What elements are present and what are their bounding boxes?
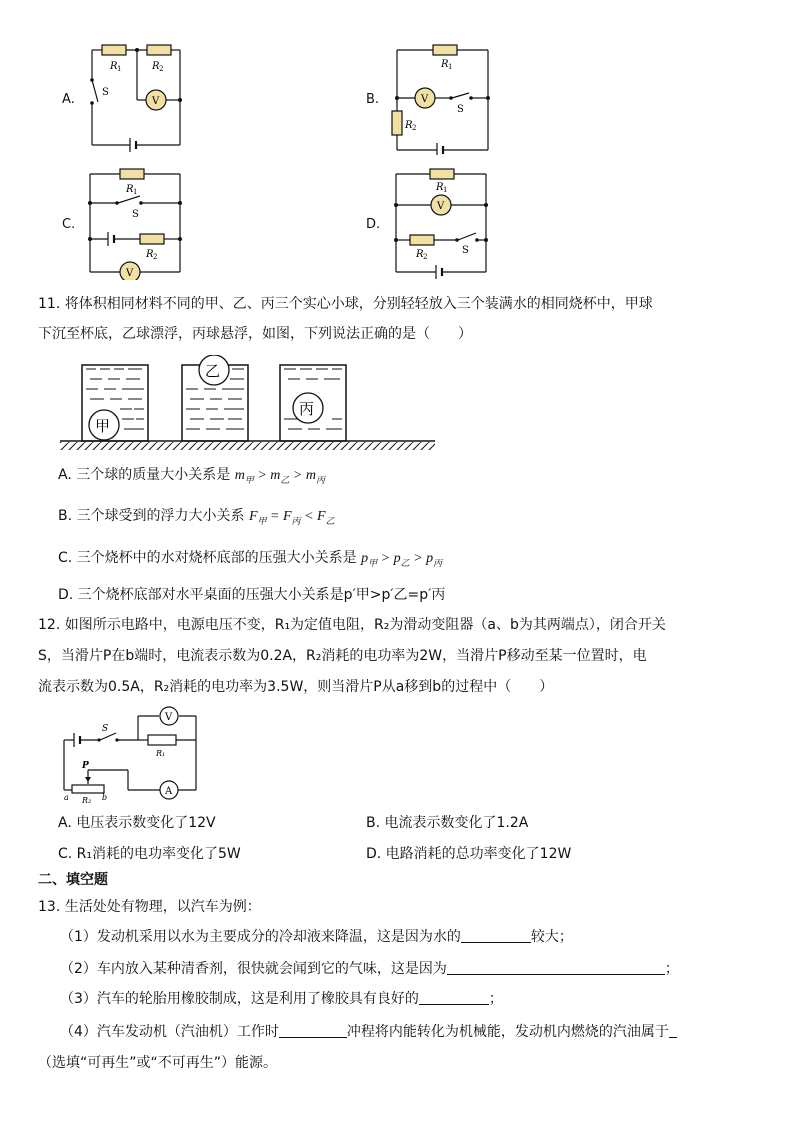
- label-switch: S: [102, 87, 109, 98]
- svg-text:R: R: [441, 59, 449, 70]
- q12-option-d[interactable]: D. 电路消耗的总功率变化了12W: [366, 846, 572, 862]
- circuit-diagram-a: [82, 40, 187, 155]
- svg-text:2: 2: [153, 253, 158, 261]
- q12-circuit-diagram: [58, 706, 208, 804]
- circuit-diagram-c: [82, 165, 187, 280]
- q13-part1: （1）发动机采用以水为主要成分的冷却液来降温，这是因为水的 较大；: [60, 929, 573, 945]
- voltmeter-icon: V: [437, 201, 445, 212]
- svg-text:2: 2: [159, 65, 164, 73]
- answer-blank-5[interactable]: [669, 1023, 677, 1038]
- q12-option-b[interactable]: B. 电流表示数变化了1.2A: [366, 815, 529, 831]
- q11-option-a[interactable]: A. 三个球的质量大小关系是 $m_甲 > m_乙 > m_丙$: [58, 467, 325, 485]
- svg-text:R₂: R₂: [82, 796, 92, 804]
- q11-option-b[interactable]: B. 三个球受到的浮力大小关系 $F_甲 = F_丙 < F_乙$: [58, 508, 335, 526]
- q13-part3: （3）汽车的轮胎用橡胶制成，这是利用了橡胶具有良好的 ；: [60, 991, 503, 1007]
- option-b-label: B.: [366, 92, 380, 107]
- svg-text:2: 2: [423, 253, 428, 261]
- svg-text:P: P: [82, 761, 89, 771]
- q12-line1: 12. 如图所示电路中，电源电压不变，R₁为定值电阻，R₂为滑动变阻器（a、b为其两端点），闭合开关: [38, 617, 666, 633]
- label-r2: R: [152, 61, 160, 72]
- q12-option-a[interactable]: A. 电压表示数变化了12V: [58, 815, 216, 831]
- answer-blank-3[interactable]: [419, 990, 489, 1005]
- q11-option-c-formula: $p_甲 > p_乙 > p_丙$: [361, 551, 443, 568]
- svg-text:1: 1: [443, 186, 448, 194]
- svg-text:S: S: [462, 245, 469, 256]
- answer-blank-2[interactable]: [447, 960, 665, 975]
- svg-text:b: b: [102, 793, 108, 802]
- option-d-label: D.: [366, 217, 381, 232]
- q13-stem: 13. 生活处处有物理，以汽车为例：: [38, 899, 261, 915]
- q11-option-c[interactable]: C. 三个烧杯中的水对烧杯底部的压强大小关系是 $p_甲 > p_乙 > p_丙$: [58, 550, 443, 568]
- q13-part4: （4）汽车发动机（汽油机）工作时 冲程将内能转化为机械能，发动机内燃烧的汽油属于: [60, 1021, 677, 1043]
- q11-stem-line1: 11. 将体积相同材料不同的甲、乙、丙三个实心小球，分别轻轻放入三个装满水的相同烧杯中，甲球: [38, 296, 653, 312]
- q12-option-c[interactable]: C. R₁消耗的电功率变化了5W: [58, 846, 241, 862]
- q11-option-d[interactable]: D. 三个烧杯底部对水平桌面的压强大小关系是p′甲>p′乙=p′丙: [58, 587, 446, 603]
- svg-text:R: R: [126, 184, 134, 195]
- option-a-label: A.: [62, 92, 75, 107]
- svg-text:S: S: [132, 209, 139, 220]
- beaker-3: [280, 365, 346, 441]
- svg-text:R: R: [436, 182, 444, 193]
- svg-text:1: 1: [448, 63, 453, 71]
- q13-part4-cont: （选填“可再生”或“不可再生”）能源。: [38, 1055, 278, 1071]
- svg-text:S: S: [457, 104, 464, 115]
- ball-yi-label: 乙: [205, 362, 221, 380]
- q11-stem-line2: 下沉至杯底，乙球漂浮，丙球悬浮，如图，下列说法正确的是（ ）: [38, 326, 472, 342]
- beakers-diagram: [60, 355, 440, 455]
- svg-text:2: 2: [412, 124, 417, 132]
- beaker-2: [182, 355, 248, 441]
- voltmeter-icon: V: [152, 96, 160, 107]
- q12-line2: S，当滑片P在b端时，电流表示数为0.2A，R₂消耗的电功率为2W，当滑片P移动至某一位置时，电: [38, 648, 647, 664]
- q11-option-b-formula: $F_甲 = F_丙 < F_乙$: [248, 509, 335, 526]
- q12-line3: 流表示数为0.5A，R₂消耗的电功率为3.5W，则当滑片P从a移到b的过程中（ ）: [38, 679, 554, 695]
- voltmeter-icon: V: [165, 712, 173, 723]
- svg-text:R: R: [405, 120, 413, 131]
- label-r1: R: [110, 61, 118, 72]
- answer-blank-4[interactable]: [279, 1023, 347, 1038]
- svg-text:S: S: [102, 724, 109, 734]
- voltmeter-icon: V: [126, 268, 134, 279]
- svg-text:R: R: [146, 249, 154, 260]
- svg-text:R₁: R₁: [156, 749, 166, 758]
- section-title: 二、填空题: [38, 872, 108, 888]
- svg-text:1: 1: [117, 65, 122, 73]
- ammeter-icon: A: [165, 786, 173, 797]
- voltmeter-icon: V: [421, 94, 429, 105]
- ball-bing-label: 丙: [299, 400, 315, 418]
- svg-text:R: R: [416, 249, 424, 260]
- svg-text:1: 1: [133, 188, 138, 196]
- q13-part2: （2）车内放入某种清香剂，很快就会闻到它的气味，这是因为 ；: [60, 961, 679, 977]
- q11-option-a-formula: $m_甲 > m_乙 > m_丙$: [234, 468, 325, 485]
- beaker-1: [82, 365, 148, 441]
- circuit-diagram-b: [385, 40, 495, 155]
- svg-text:a: a: [64, 793, 69, 802]
- option-c-label: C.: [62, 217, 76, 232]
- ball-jia-label: 甲: [95, 417, 111, 435]
- answer-blank-1[interactable]: [461, 928, 531, 943]
- circuit-diagram-d: [388, 165, 493, 280]
